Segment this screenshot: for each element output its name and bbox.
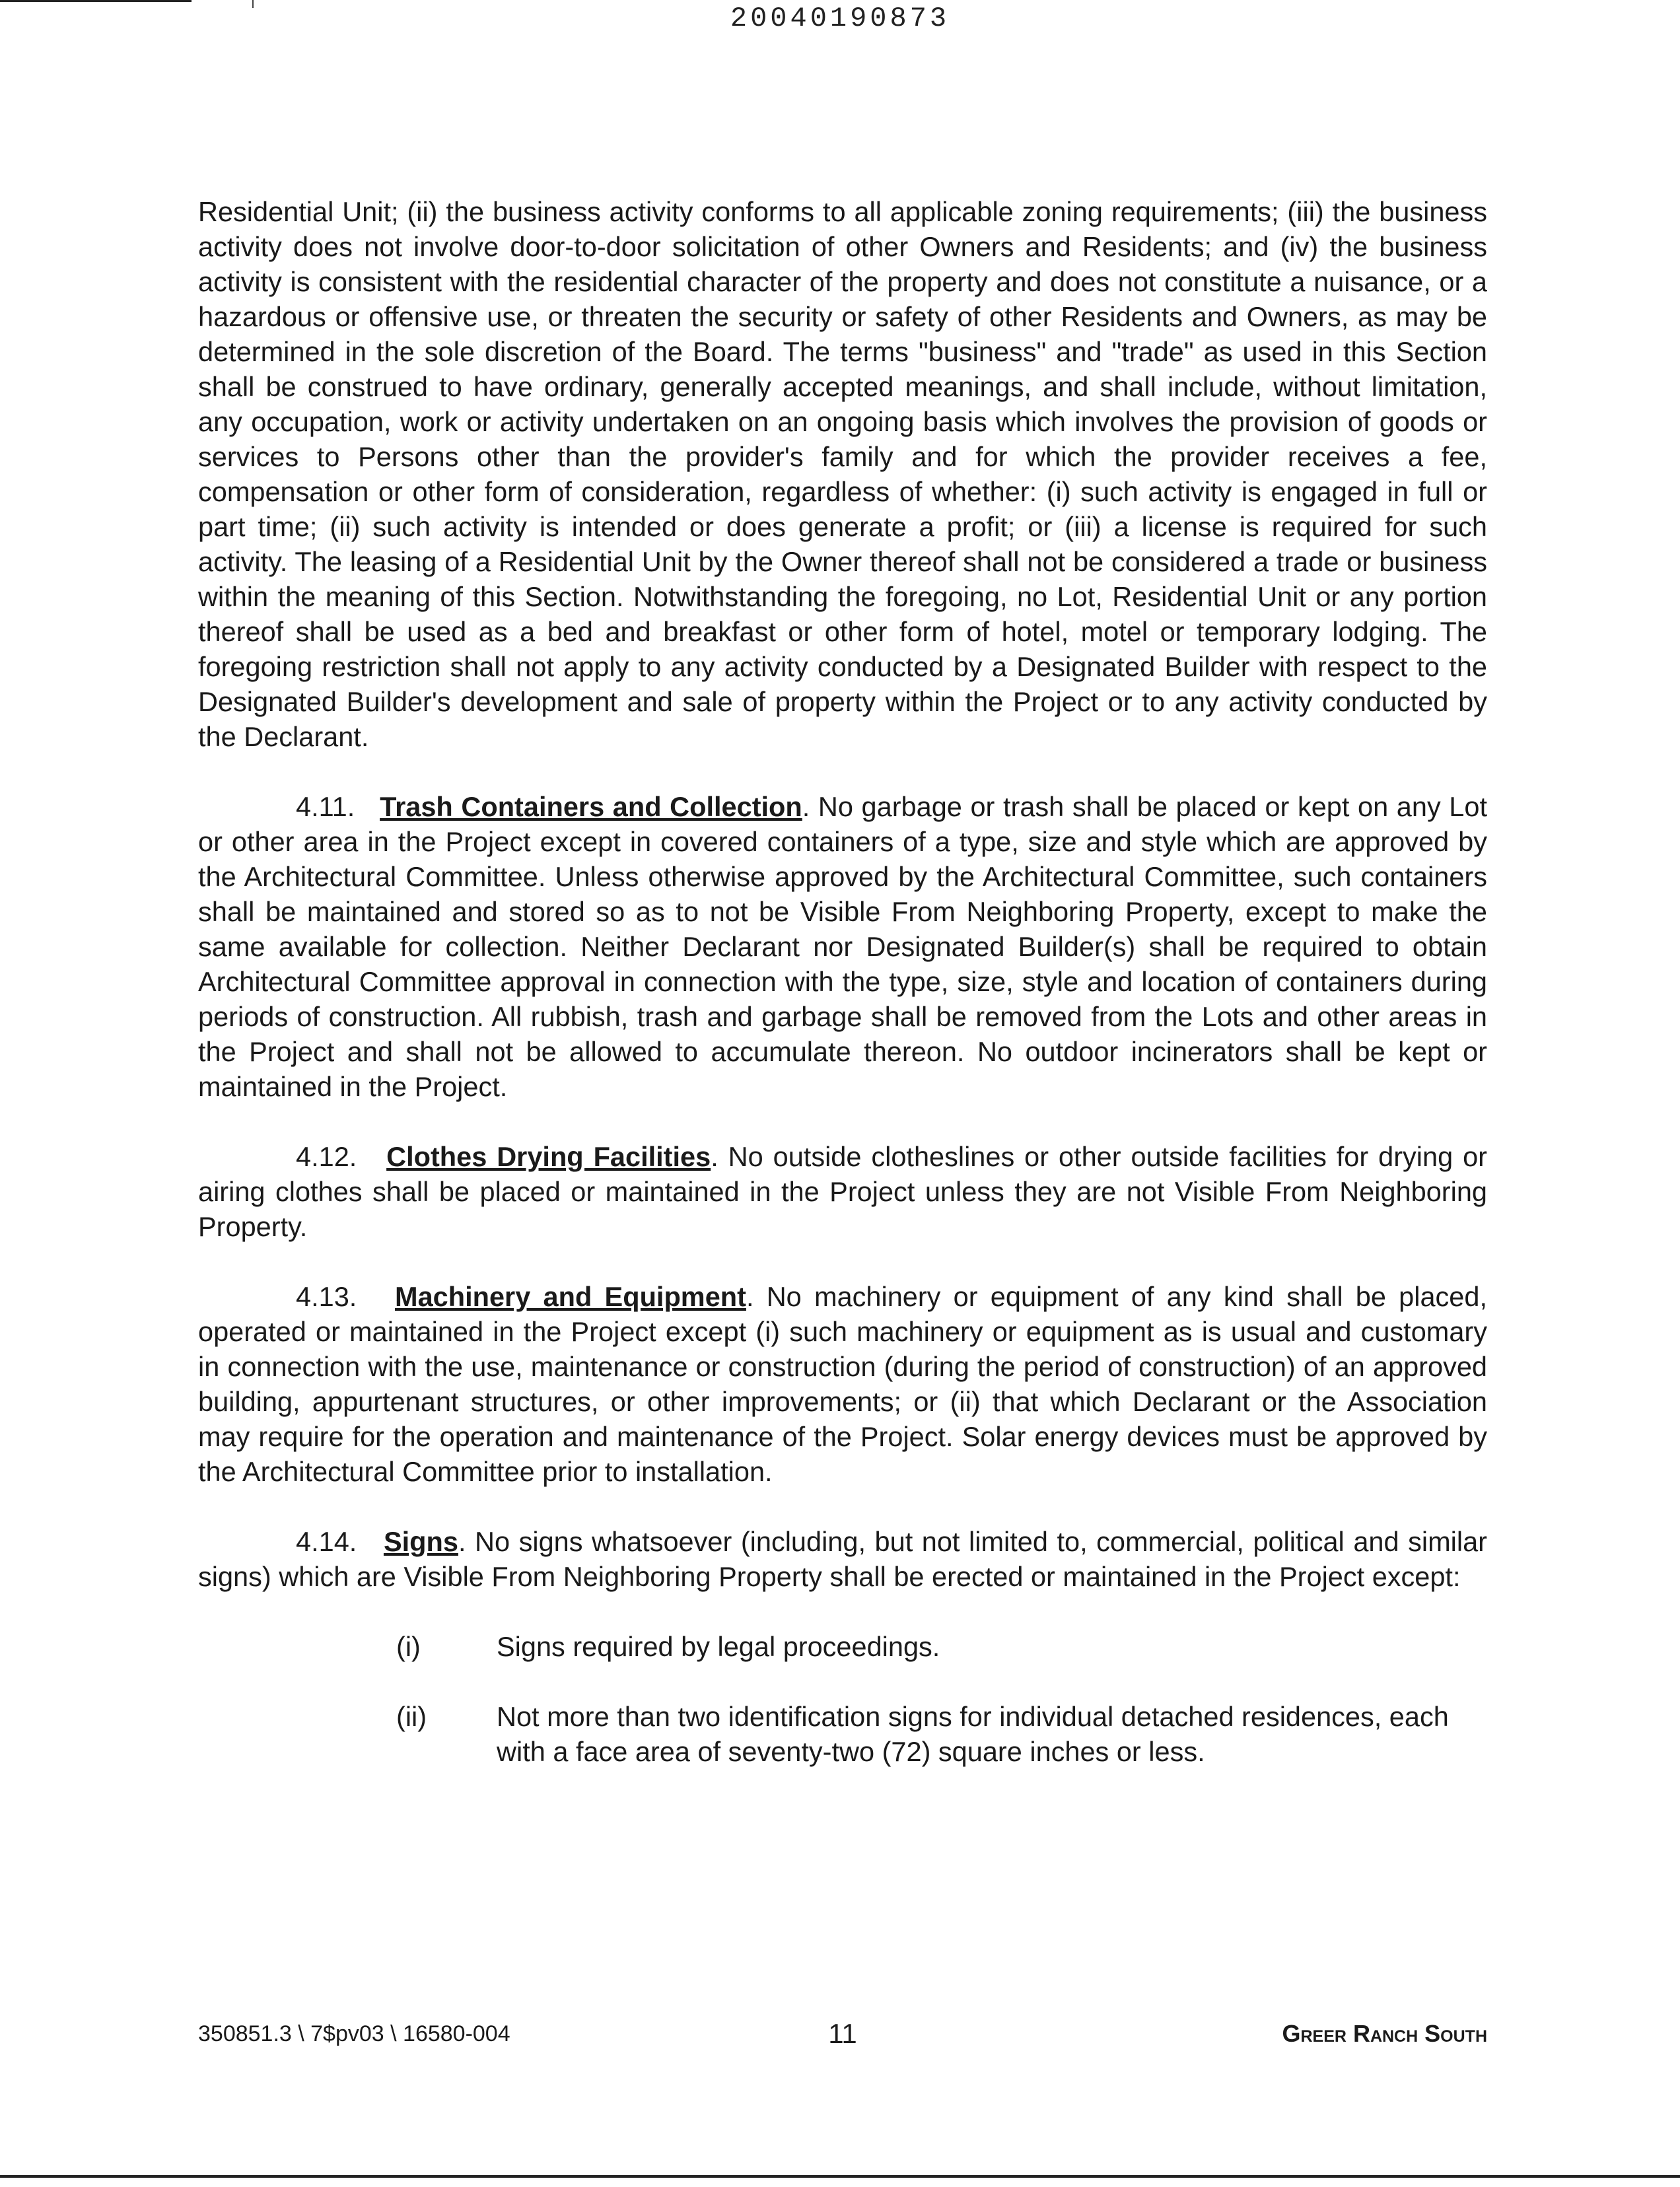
page-footer [198, 2014, 1487, 2054]
list-item [198, 1629, 1487, 1664]
section-4-14 [198, 1524, 1487, 1594]
page-number: 11 [828, 2018, 857, 2049]
section-title: Clothes Drying Facilities [386, 1141, 711, 1172]
section-number: 4.14. [296, 1526, 357, 1557]
list-item-text: Signs required by legal proceedings. [497, 1631, 940, 1662]
section-title: Machinery and Equipment [395, 1281, 746, 1312]
section-4-11 [198, 789, 1487, 1104]
list-item-text: Not more than two identification signs for individual detached residences, each with a face area of seventy-two (72) square inches or less. [497, 1701, 1449, 1767]
section-body: . No outside clotheslines or other outside facilities for drying or airing clothes shall be placed or maintained in the Project unless they are not Visible From Neighboring Property. [198, 1141, 1487, 1242]
continuation-paragraph: Residential Unit; (ii) the business activity conforms to all applicable zoning requirements; (iii) the business activity does not involve door-to-door solicitation of other Owners and Residents; and (iv) the business activity is consistent with the residential character of the property and does not constitute a nuisance, or a hazardous or offensive use, or threaten the security or safety of other Residents and Owners, as may be determined in the sole discretion of the Board. The terms "business" and "trade" as used in this Section shall be construed to have ordinary, generally accepted meanings, and shall include, without limitation, any occupation, work or activity undertaken on an ongoing basis which involves the provision of goods or services to Persons other than the provider's family and for which the provider receives a fee, compensation or other form of consideration, regardless of whether: (i) such activity is engaged in full or part time; (ii) such activity is intended or does generate a profit; or (iii) a license is required for such activity. The leasing of a Residential Unit by the Owner thereof shall not be considered a trade or business within the meaning of this Section. Notwithstanding the foregoing, no Lot, Residential Unit or any portion thereof shall be used as a bed and breakfast or other form of hotel, motel or temporary lodging. The foregoing restriction shall not apply to any activity conducted by a Designated Builder with respect to the Designated Builder's development and sale of property within the Project or to any activity conducted by the Declarant. [198, 196, 1487, 752]
bottom-rule [0, 2175, 1680, 2178]
project-name: Greer Ranch South [1282, 2020, 1487, 2047]
section-number: 4.13. [296, 1281, 357, 1312]
recording-number: 20040190873 [730, 3, 950, 34]
section-title: Signs [383, 1526, 458, 1557]
section-title: Trash Containers and Collection [380, 791, 802, 822]
list-item-number: (ii) [396, 1701, 427, 1732]
list-item-number: (i) [396, 1631, 421, 1662]
top-rule [0, 0, 192, 2]
section-number: 4.11. [296, 791, 355, 822]
document-id: 350851.3 \ 7$pv03 \ 16580-004 [198, 2021, 510, 2046]
section-body: . No signs whatsoever (including, but not limited to, commercial, political and similar signs) which are Visible From Neighboring Property shall be erected or maintained in the Project except: [198, 1526, 1487, 1592]
section-number: 4.12. [296, 1141, 357, 1172]
section-4-12 [198, 1139, 1487, 1244]
section-body: . No garbage or trash shall be placed or kept on any Lot or other area in the Project except in covered containers of a type, size and style which are approved by the Architectural Committee. Unless otherwise approved by the Architectural Committee, such containers shall be maintained and stored so as to not be Visible From Neighboring Property, except to make the same available for collection. Neither Declarant nor Designated Builder(s) shall be required to obtain Architectural Committee approval in connection with the type, size, style and location of containers during periods of construction. All rubbish, trash and garbage shall be removed from the Lots and other areas in the Project and shall not be allowed to accumulate thereon. No outdoor incinerators shall be kept or maintained in the Project. [198, 791, 1487, 1102]
list-item [198, 1699, 1487, 1769]
section-body: . No machinery or equipment of any kind shall be placed, operated or maintained in the Project except (i) such machinery or equipment as is usual and customary in connection with the use, maintenance or construction (during the period of construction) of an approved building, appurtenant structures, or other improvements; or (ii) that which Declarant or the Association may require for the operation and maintenance of the Project. Solar energy devices must be approved by the Architectural Committee prior to installation. [198, 1281, 1487, 1487]
section-4-13 [198, 1279, 1487, 1489]
document-body [198, 194, 1487, 1769]
